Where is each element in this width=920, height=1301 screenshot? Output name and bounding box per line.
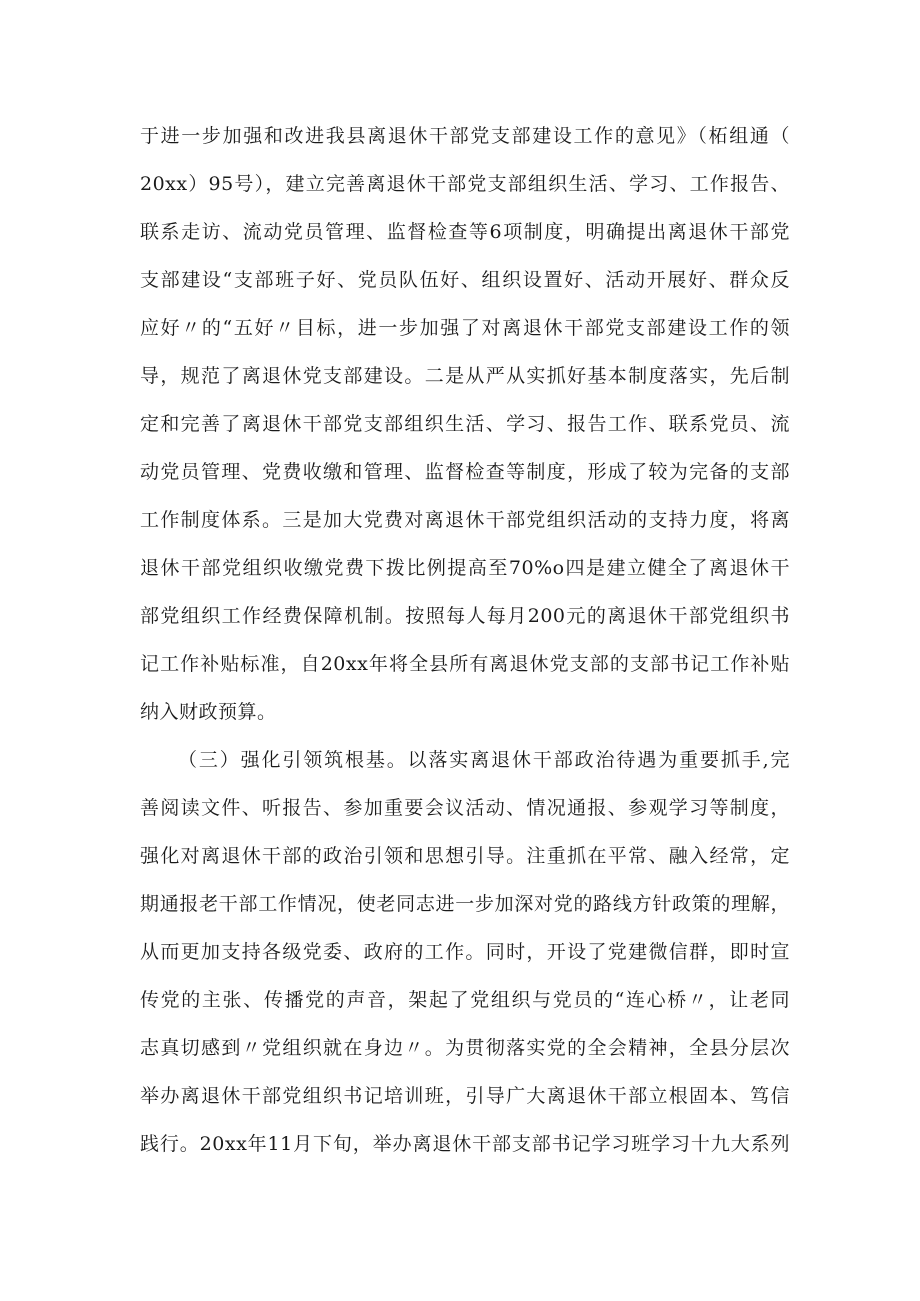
paragraph-line: 践行。20xx年11月下旬，举办离退休干部支部书记学习班学习十九大系列 (140, 1133, 790, 1155)
paragraph-line: 志真切感到〃党组织就在身边〃。为贯彻落实党的全会精神，全县分层次 (140, 1037, 790, 1059)
paragraph-line: 于进一步加强和改进我县离退休干部党支部建设工作的意见》（柘组通（ (140, 125, 790, 147)
paragraph-line: 工作制度体系。三是加大党费对离退休干部党组织活动的支持力度，将离 (140, 509, 790, 531)
paragraph-line: 举办离退休干部党组织书记培训班，引导广大离退休干部立根固本、笃信 (140, 1085, 790, 1107)
paragraph-line: 记工作补贴标准，自20xx年将全县所有离退休党支部的支部书记工作补贴 (140, 653, 790, 675)
paragraph-line: 联系走访、流动党员管理、监督检查等6项制度，明确提出离退休干部党 (140, 221, 790, 243)
paragraph-line: 支部建设“支部班子好、党员队伍好、组织设置好、活动开展好、群众反 (140, 269, 790, 291)
paragraph-line: 期通报老干部工作情况，使老同志进一步加深对党的路线方针政策的理解， (140, 893, 790, 915)
paragraph-line: 强化对离退休干部的政治引领和思想引导。注重抓在平常、融入经常，定 (140, 845, 790, 867)
paragraph-line: 动党员管理、党费收缴和管理、监督检查等制度，形成了较为完备的支部 (140, 461, 790, 483)
paragraph-line: 应好〃的“五好〃目标，进一步加强了对离退休干部党支部建设工作的领 (140, 317, 790, 339)
paragraph-line: 导，规范了离退休党支部建设。二是从严从实抓好基本制度落实，先后制 (140, 365, 790, 387)
section-heading-line: （三）强化引领筑根基。以落实离退休干部政治待遇为重要抓手,完 (178, 749, 790, 771)
paragraph-line: 20xx）95号），建立完善离退休干部党支部组织生活、学习、工作报告、 (140, 173, 790, 195)
paragraph-line: 定和完善了离退休干部党支部组织生活、学习、报告工作、联系党员、流 (140, 413, 790, 435)
paragraph-line: 善阅读文件、听报告、参加重要会议活动、情况通报、参观学习等制度， (140, 797, 790, 819)
paragraph-line: 传党的主张、传播党的声音，架起了党组织与党员的“连心桥〃，让老同 (140, 989, 790, 1011)
paragraph-line: 从而更加支持各级党委、政府的工作。同时，开设了党建微信群，即时宣 (140, 941, 790, 963)
paragraph-line: 部党组织工作经费保障机制。按照每人每月200元的离退休干部党组织书 (140, 605, 790, 627)
paragraph-line: 退休干部党组织收缴党费下拨比例提高至70%o四是建立健全了离退休干 (140, 557, 790, 579)
paragraph-line: 纳入财政预算。 (140, 701, 277, 723)
